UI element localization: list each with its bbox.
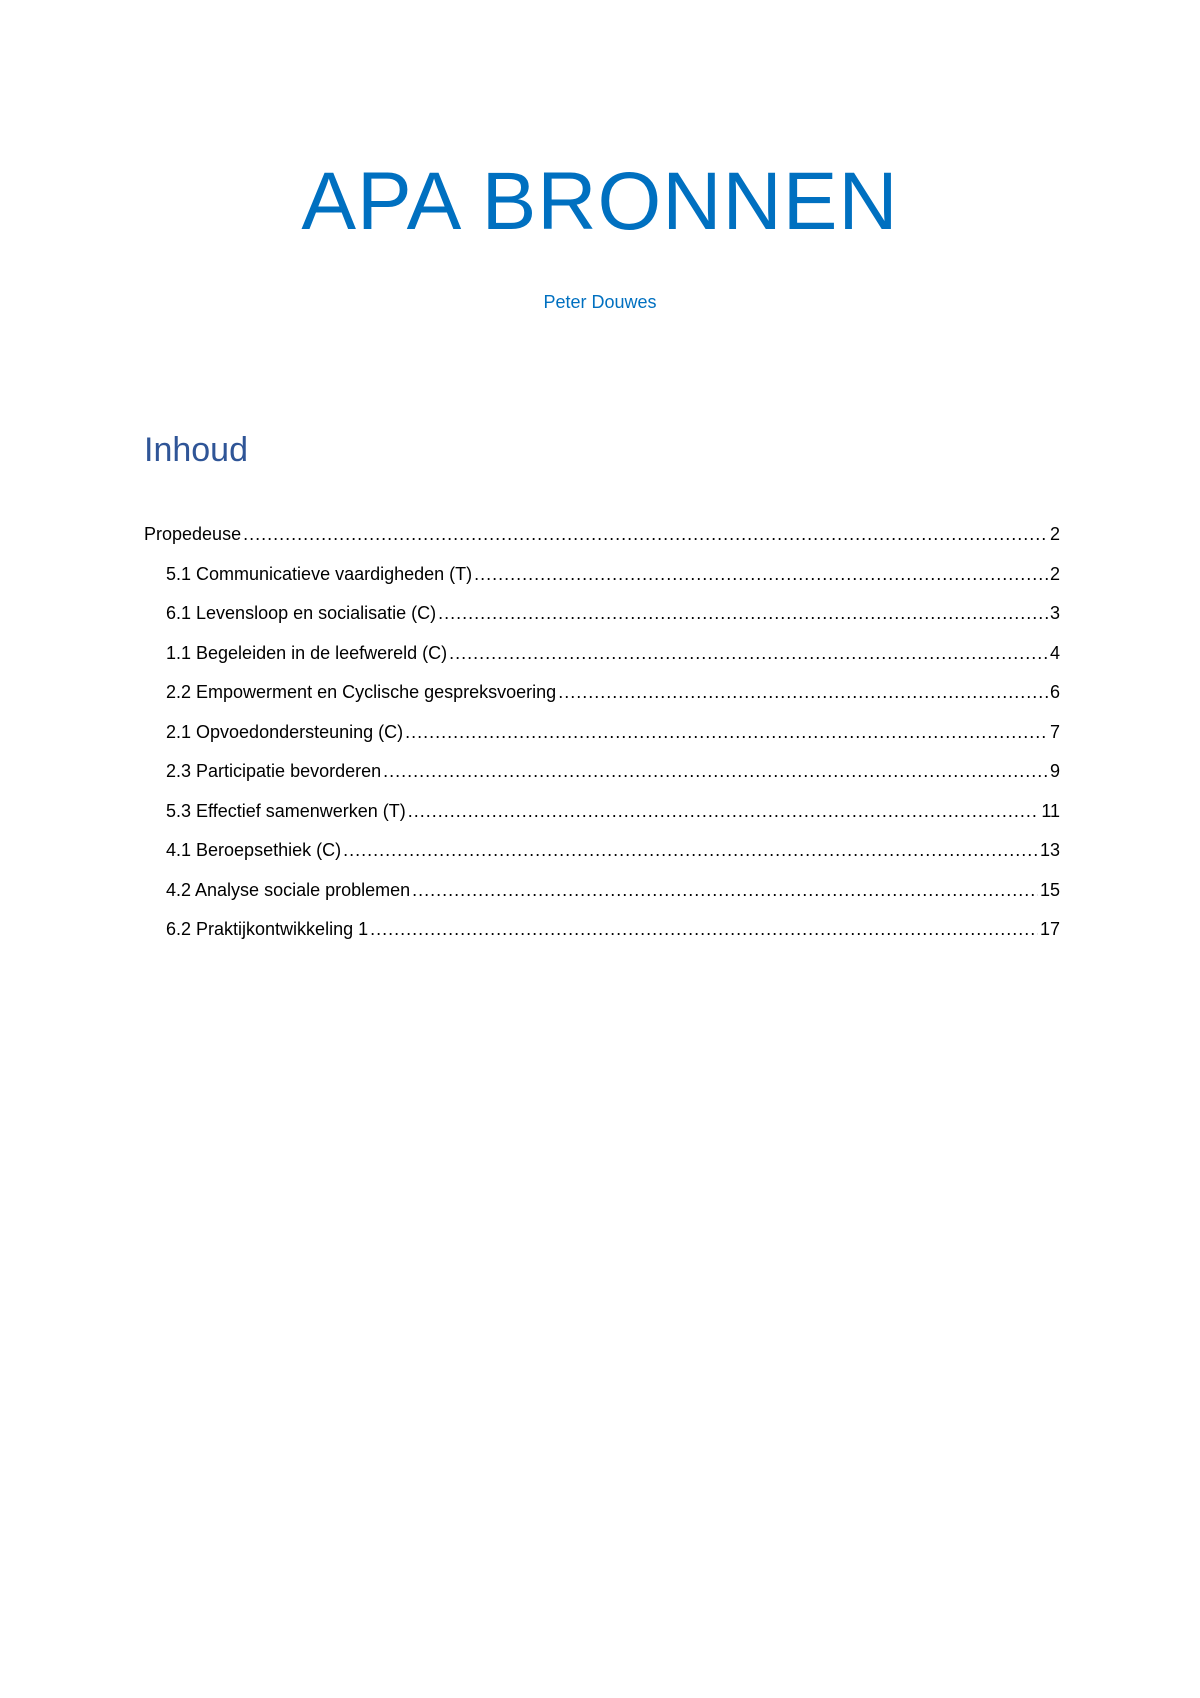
toc-entry-label[interactable]: 6.2 Praktijkontwikkeling 1 xyxy=(166,919,369,939)
document-author: Peter Douwes xyxy=(543,292,657,312)
toc-entry[interactable] xyxy=(144,520,1060,560)
toc-dot-leader xyxy=(370,915,1038,943)
document-title: APA BRONNEN xyxy=(301,156,899,247)
toc-entry-page-number[interactable]: 17 xyxy=(1039,919,1060,939)
table-of-contents xyxy=(144,520,1060,955)
toc-entry-page-number[interactable]: 15 xyxy=(1039,879,1060,900)
toc-dot-leader xyxy=(412,876,1038,904)
toc-entry-page-number[interactable]: 4 xyxy=(1049,642,1060,663)
toc-entry-page-number[interactable]: 2 xyxy=(1049,524,1060,544)
toc-dot-leader xyxy=(243,520,1048,548)
toc-entry[interactable] xyxy=(144,836,1060,876)
toc-entry-label[interactable]: Propedeuse xyxy=(144,524,242,544)
toc-entry[interactable] xyxy=(144,678,1060,718)
toc-entry-page-number[interactable]: 2 xyxy=(1049,563,1060,584)
toc-dot-leader xyxy=(343,836,1038,864)
toc-dot-leader xyxy=(558,678,1048,706)
toc-entry[interactable] xyxy=(144,560,1060,600)
toc-dot-leader xyxy=(449,639,1048,667)
toc-entry-page-number[interactable]: 11 xyxy=(1041,800,1060,821)
toc-heading: Inhoud xyxy=(144,431,248,469)
toc-dot-leader xyxy=(438,599,1048,627)
toc-dot-leader xyxy=(408,797,1040,825)
toc-entry-page-number[interactable]: 9 xyxy=(1049,761,1060,781)
toc-entry-label[interactable]: 2.3 Participatie bevorderen xyxy=(166,761,382,781)
toc-dot-leader xyxy=(405,718,1048,746)
toc-entry-label[interactable]: 2.1 Opvoedondersteuning (C) xyxy=(166,721,404,742)
toc-entry-label[interactable]: 5.3 Effectief samenwerken (T) xyxy=(166,800,406,821)
toc-entry[interactable] xyxy=(144,757,1060,797)
toc-entry-label[interactable]: 4.2 Analyse sociale problemen xyxy=(166,879,411,900)
toc-entry-label[interactable]: 4.1 Beroepsethiek (C) xyxy=(166,840,342,860)
toc-entry[interactable] xyxy=(144,718,1060,758)
toc-entry-label[interactable]: 6.1 Levensloop en socialisatie (C) xyxy=(166,603,437,623)
toc-entry-page-number[interactable]: 6 xyxy=(1049,682,1060,702)
toc-entry-label[interactable]: 2.2 Empowerment en Cyclische gespreksvoering xyxy=(166,682,557,702)
toc-entry[interactable] xyxy=(144,797,1060,837)
toc-entry-page-number[interactable]: 3 xyxy=(1049,603,1060,623)
toc-entry-page-number[interactable]: 7 xyxy=(1049,721,1060,742)
toc-entry-page-number[interactable]: 13 xyxy=(1039,840,1060,860)
toc-entry[interactable] xyxy=(144,639,1060,679)
toc-entry[interactable] xyxy=(144,915,1060,955)
toc-dot-leader xyxy=(474,560,1048,588)
toc-entry[interactable] xyxy=(144,876,1060,916)
toc-dot-leader xyxy=(383,757,1048,785)
toc-entry-label[interactable]: 1.1 Begeleiden in de leefwereld (C) xyxy=(166,642,448,663)
toc-entry[interactable] xyxy=(144,599,1060,639)
toc-entry-label[interactable]: 5.1 Communicatieve vaardigheden (T) xyxy=(166,563,473,584)
